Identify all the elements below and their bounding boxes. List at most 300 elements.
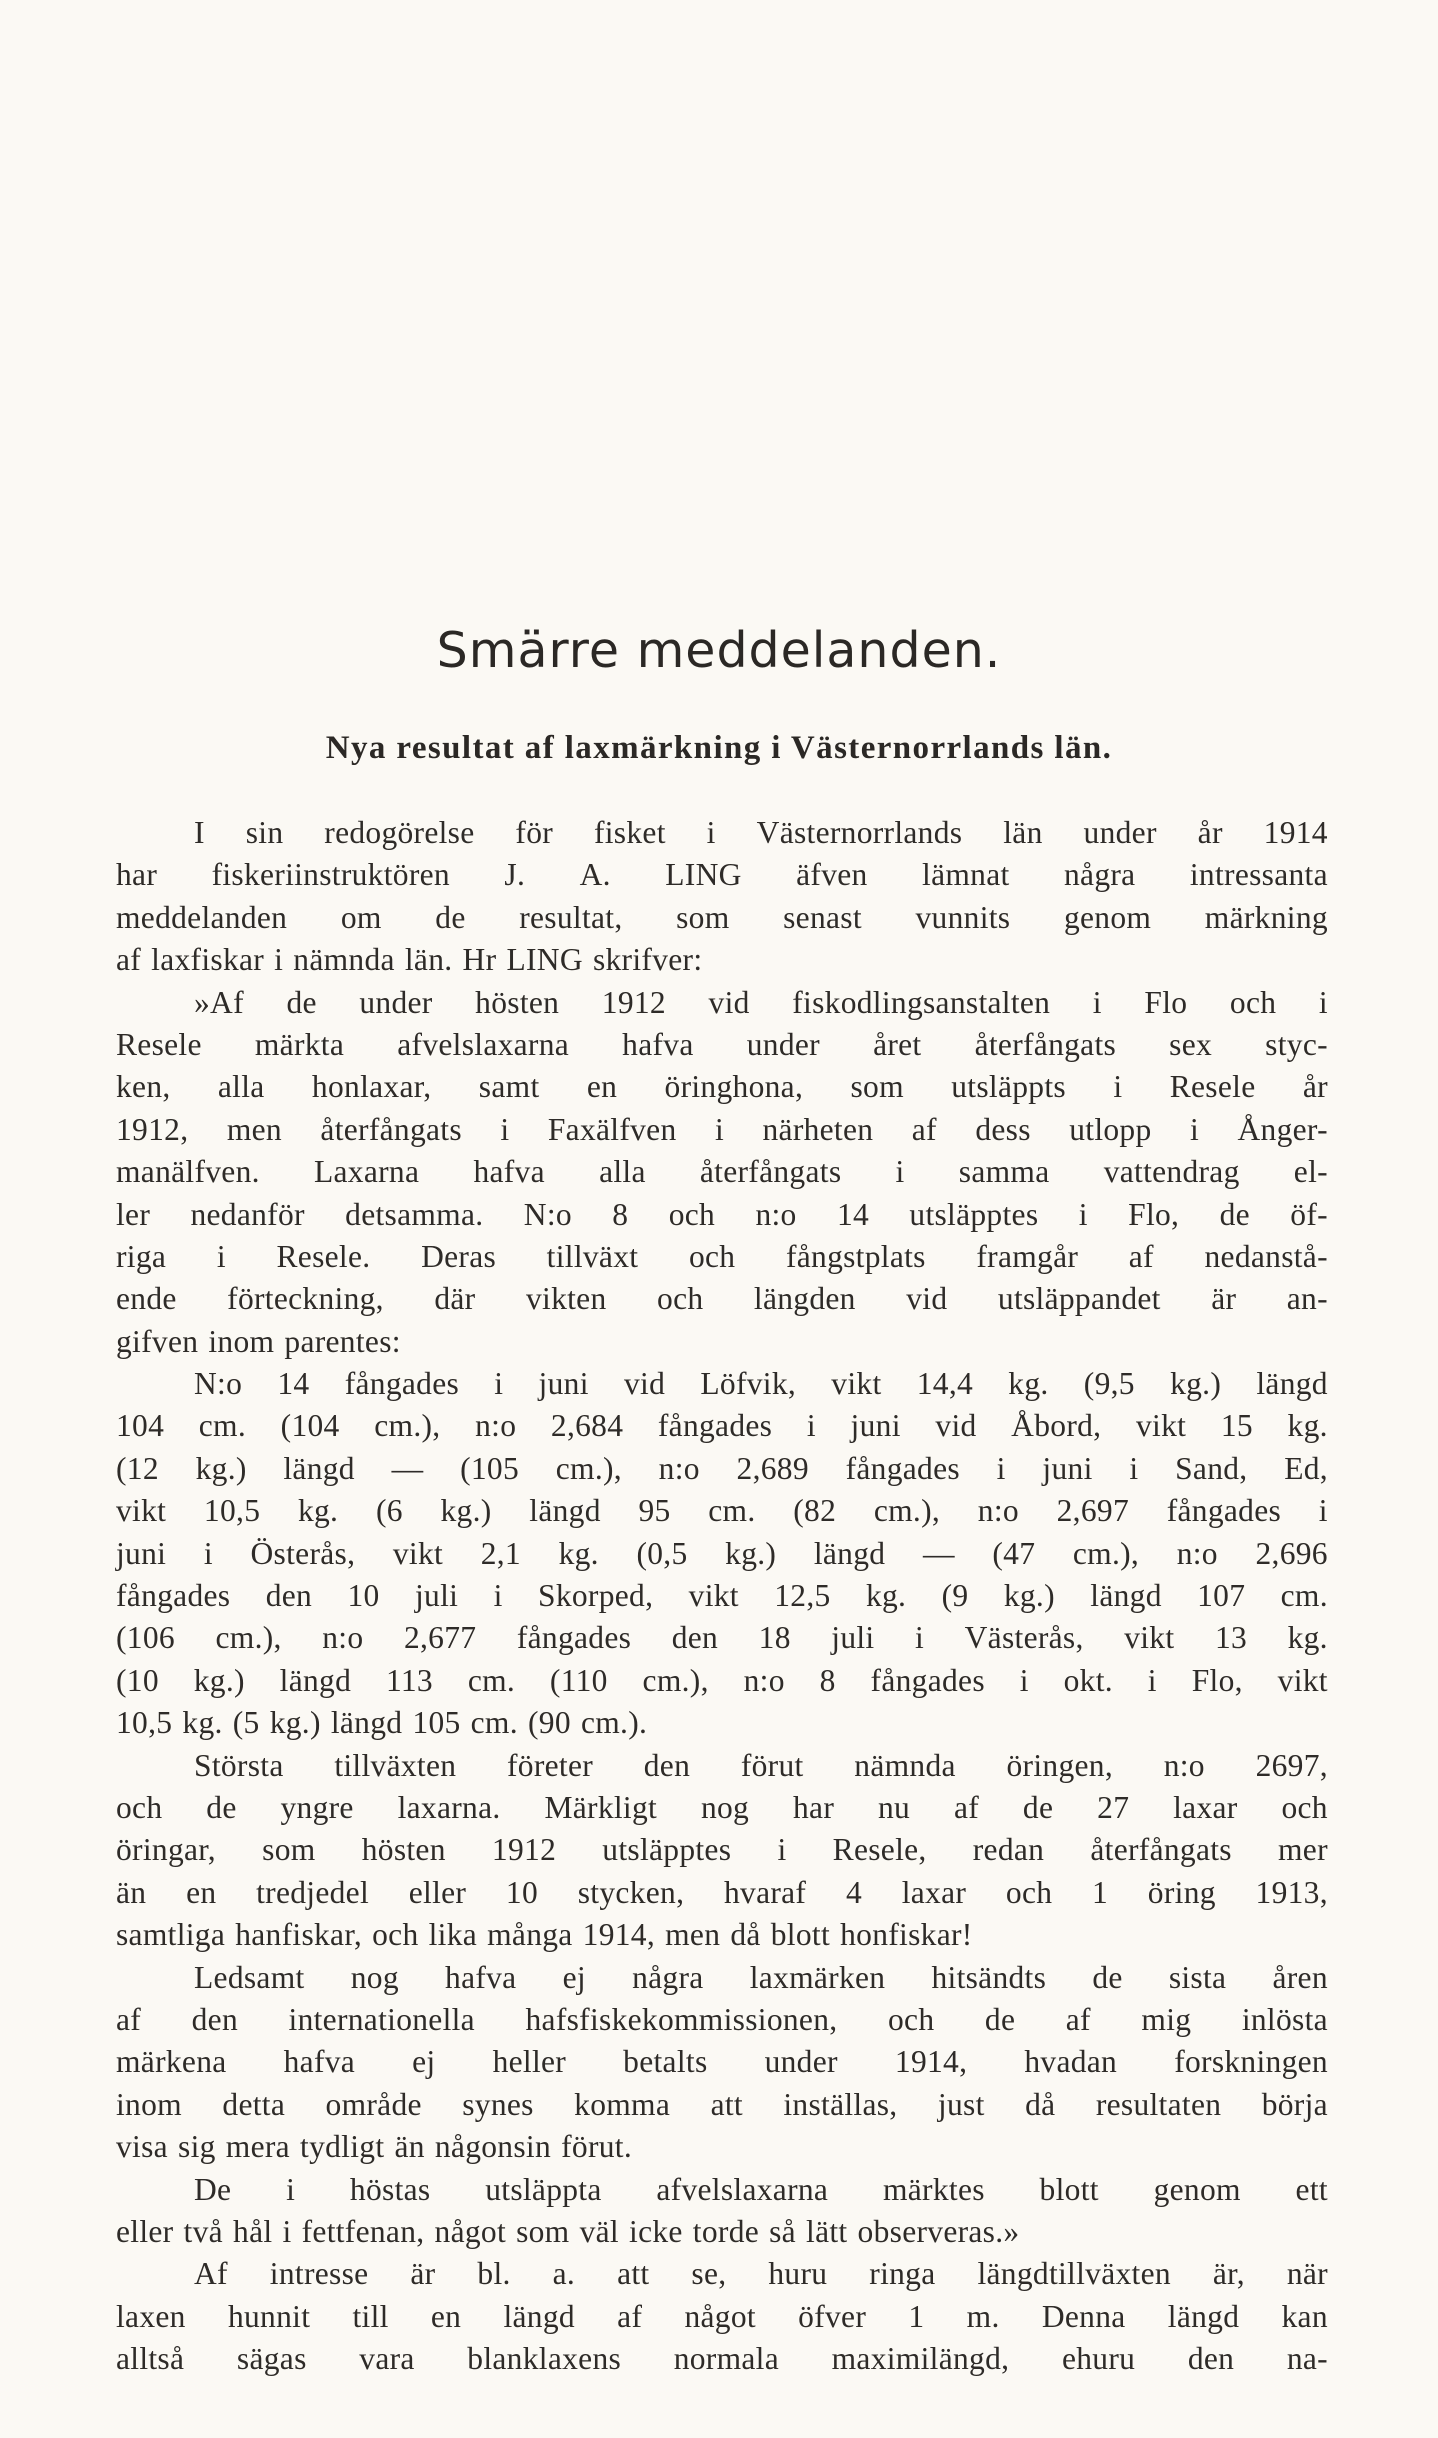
word: längd xyxy=(279,1662,352,1698)
word: längden xyxy=(753,1281,856,1317)
text-line xyxy=(116,1194,1328,1236)
word: kg.) xyxy=(725,1535,777,1571)
word: nedanför xyxy=(190,1196,305,1232)
word: just xyxy=(937,2086,985,2122)
word: är xyxy=(410,2256,436,2292)
word: (0,5 xyxy=(636,1535,688,1571)
text-line xyxy=(116,1787,1328,1829)
word: kg. xyxy=(865,1578,907,1614)
word: om xyxy=(340,899,382,935)
word: vikt xyxy=(1277,1662,1328,1698)
word: återfångats xyxy=(974,1026,1117,1062)
word: juli xyxy=(414,1578,459,1614)
word: som xyxy=(850,1069,904,1105)
article-title: Nya resultat af laxmärkning i Västernorrlands län. xyxy=(325,730,1113,766)
word: hvadan xyxy=(1024,2044,1118,2080)
word: när xyxy=(1286,2256,1328,2292)
word: vid xyxy=(623,1366,666,1402)
word: många xyxy=(487,1917,573,1953)
word: redogörelse xyxy=(324,815,475,850)
word: område xyxy=(325,2086,422,2122)
word: ler xyxy=(116,1196,151,1232)
word: mer xyxy=(1278,1832,1328,1868)
word: i xyxy=(777,1832,787,1868)
word: an- xyxy=(1286,1281,1328,1317)
word: (105 xyxy=(460,1450,520,1486)
word: ej xyxy=(412,2044,436,2080)
text-line xyxy=(116,1745,1328,1787)
word: året xyxy=(873,1026,922,1062)
word: Resele, xyxy=(832,1832,927,1868)
text-line xyxy=(116,2169,1328,2211)
word: i xyxy=(996,1450,1006,1486)
text-line xyxy=(116,2041,1328,2083)
word: kg.) xyxy=(440,1493,492,1529)
word: riga xyxy=(116,1238,167,1274)
word: framgår xyxy=(976,1238,1079,1274)
word: vikt xyxy=(1124,1620,1175,1656)
word: vattendrag xyxy=(1103,1154,1240,1190)
word: som xyxy=(676,899,730,935)
word: 107 xyxy=(1197,1578,1246,1614)
word: längd xyxy=(813,1535,886,1571)
word: tredjedel xyxy=(256,1874,370,1910)
word: De xyxy=(194,2171,232,2207)
word: resultaten xyxy=(1095,2086,1222,2122)
word: manälfven. xyxy=(116,1154,260,1190)
word: 1914, xyxy=(582,1917,656,1953)
word: återfångats xyxy=(320,1111,462,1147)
word: 14 xyxy=(836,1196,870,1232)
word: öf- xyxy=(1290,1196,1328,1232)
word: 12,5 xyxy=(774,1578,831,1614)
word: A. xyxy=(579,857,611,893)
text-line xyxy=(116,2338,1328,2380)
word: då xyxy=(1025,2086,1056,2122)
word: laxen xyxy=(116,2298,186,2334)
word: intresse xyxy=(269,2256,369,2292)
word: cm.). xyxy=(580,1705,648,1741)
word: 1 xyxy=(1092,1874,1109,1910)
word: utsläpptes xyxy=(602,1832,732,1868)
word: vikt xyxy=(688,1578,739,1614)
word: utlopp xyxy=(1069,1111,1152,1147)
word: cm. xyxy=(467,1662,516,1698)
word: längd xyxy=(503,2298,575,2334)
word: till xyxy=(352,2298,389,2334)
word: utsläppandet xyxy=(997,1281,1161,1317)
word: sex xyxy=(1169,1026,1213,1062)
word: längdtillväxten xyxy=(977,2256,1171,2292)
word: Märkligt xyxy=(544,1789,658,1825)
word: längd xyxy=(283,1450,355,1486)
word: af xyxy=(953,1789,980,1825)
word: i xyxy=(216,1238,226,1274)
word: märkta xyxy=(254,1026,345,1062)
word: fiskeriinstruktören xyxy=(211,857,450,893)
word: 2697, xyxy=(1255,1747,1328,1783)
word: vikten xyxy=(525,1281,607,1317)
word: i xyxy=(1092,984,1102,1020)
word: senast xyxy=(783,899,862,935)
word: cm. xyxy=(708,1493,756,1529)
word: 105 xyxy=(412,1705,461,1741)
word: under xyxy=(359,984,433,1020)
word: »Af xyxy=(194,984,244,1020)
word: yngre xyxy=(280,1789,354,1825)
word: åren xyxy=(1272,1959,1328,1995)
word: laxar xyxy=(901,1874,967,1910)
word: i xyxy=(706,815,716,850)
text-line xyxy=(116,2253,1328,2295)
word: i xyxy=(286,2171,296,2207)
word: maximilängd, xyxy=(831,2341,1010,2377)
word: väl xyxy=(579,2213,619,2249)
word: forskningen xyxy=(1174,2044,1328,2080)
word: n:o xyxy=(322,1620,364,1656)
word: afvelslaxarna xyxy=(397,1026,570,1062)
word: gifven xyxy=(116,1323,199,1359)
word: af xyxy=(1065,2001,1091,2037)
word: närheten xyxy=(762,1111,874,1147)
word: tillväxt xyxy=(546,1238,639,1274)
word: i xyxy=(714,1111,725,1147)
word: tillväxten xyxy=(334,1747,457,1783)
word: Deras xyxy=(421,1238,497,1274)
word: ett xyxy=(1295,2171,1328,2207)
word: ehuru xyxy=(1061,2341,1136,2377)
word: förut. xyxy=(561,2129,633,2165)
word: cm. xyxy=(1280,1578,1328,1614)
text-line xyxy=(116,2084,1328,2126)
word: börja xyxy=(1261,2086,1328,2122)
word: Resele xyxy=(116,1026,202,1062)
word: 10,5 xyxy=(116,1705,173,1741)
word: vid xyxy=(708,984,750,1020)
word: sägas xyxy=(236,2341,307,2377)
word: honlaxar, xyxy=(311,1069,432,1105)
word: ej xyxy=(562,1959,586,1995)
word: inställas, xyxy=(783,2086,898,2122)
word: kg. xyxy=(558,1535,599,1571)
word: genom xyxy=(1153,2171,1241,2207)
word: samma xyxy=(958,1154,1050,1190)
word: nog xyxy=(700,1789,750,1825)
text-line xyxy=(116,1872,1328,1914)
word: Ånger- xyxy=(1237,1111,1328,1147)
word: cm.), xyxy=(555,1450,622,1486)
word: Skorped, xyxy=(538,1578,654,1614)
word: och xyxy=(688,1238,736,1274)
word: längd xyxy=(529,1493,601,1529)
text-line xyxy=(116,982,1328,1024)
word: se, xyxy=(691,2256,727,2292)
word: 8 xyxy=(819,1662,836,1698)
word: och xyxy=(657,1281,704,1317)
text-line xyxy=(116,1278,1328,1320)
word: af xyxy=(1128,1238,1154,1274)
word: af xyxy=(116,942,142,978)
word: som xyxy=(516,2213,570,2249)
article-body xyxy=(116,812,1328,2380)
word: el- xyxy=(1293,1154,1328,1190)
word: i xyxy=(806,1408,816,1444)
word: Faxälfven xyxy=(547,1111,677,1147)
word: 1912 xyxy=(491,1832,557,1868)
word: (104 xyxy=(280,1408,340,1444)
word: än xyxy=(116,1874,147,1910)
word: 10,5 xyxy=(203,1493,261,1529)
word: samtliga xyxy=(116,1917,226,1953)
word: Denna xyxy=(1041,2298,1126,2334)
word: de xyxy=(1022,1789,1054,1825)
word: i xyxy=(915,1620,925,1656)
word: n:o xyxy=(1163,1747,1205,1783)
word: styc- xyxy=(1265,1026,1328,1062)
word: 1914 xyxy=(1263,815,1328,850)
word: — xyxy=(922,1535,955,1571)
word: i xyxy=(895,1154,905,1190)
word: Flo xyxy=(1144,984,1188,1020)
word: juni xyxy=(850,1408,901,1444)
text-line xyxy=(116,1236,1328,1278)
word: äfven xyxy=(796,857,868,893)
text-line xyxy=(116,897,1328,939)
word: laxfiskar xyxy=(151,942,265,978)
word: Flo, xyxy=(1191,1662,1243,1698)
word: eller xyxy=(408,1874,467,1910)
word: na- xyxy=(1286,2341,1328,2377)
text-line xyxy=(116,1490,1328,1532)
word: har xyxy=(116,857,158,893)
word: öringhona, xyxy=(664,1069,804,1105)
word: torde xyxy=(692,2213,760,2249)
word: i xyxy=(203,1535,213,1571)
word: kg. xyxy=(1008,1366,1049,1402)
word: (6 xyxy=(375,1493,403,1529)
word: detta xyxy=(222,2086,286,2122)
word: fettfenan, xyxy=(301,2213,425,2249)
text-line xyxy=(116,1151,1328,1193)
word: inlösta xyxy=(1241,2001,1328,2037)
word: n:o xyxy=(475,1408,517,1444)
word: i xyxy=(1078,1196,1088,1232)
word: Resele. xyxy=(276,1238,371,1274)
word: län xyxy=(1003,815,1043,850)
word: (82 xyxy=(793,1493,837,1529)
text-line xyxy=(116,1957,1328,1999)
word: fångades xyxy=(1166,1493,1282,1529)
word: 104 xyxy=(116,1408,165,1444)
word: två xyxy=(183,2213,223,2249)
word: icke xyxy=(629,2213,683,2249)
word: a. xyxy=(552,2256,576,2292)
word: J. xyxy=(504,857,526,893)
word: 15 xyxy=(1220,1408,1253,1444)
word: vikt xyxy=(831,1366,882,1402)
word: nog xyxy=(350,1959,399,1995)
word: öringar, xyxy=(116,1832,216,1868)
word: honfiskar! xyxy=(840,1917,973,1953)
word: i xyxy=(1318,1493,1328,1529)
word: där xyxy=(434,1281,476,1317)
word: kg. xyxy=(1287,1620,1328,1656)
word: N:o xyxy=(523,1196,572,1232)
word: 1913, xyxy=(1255,1874,1328,1910)
word: LING xyxy=(665,857,742,893)
text-line xyxy=(116,1533,1328,1575)
word: Af xyxy=(194,2256,228,2292)
word: den xyxy=(265,1578,313,1614)
word: sig xyxy=(178,2129,216,2165)
word: att xyxy=(710,2086,743,2122)
word: 2,684 xyxy=(550,1408,624,1444)
word: hösten xyxy=(361,1832,446,1868)
word: kan xyxy=(1281,2298,1328,2334)
word: vikt xyxy=(392,1535,444,1571)
word: internationella xyxy=(288,2001,475,2037)
word: vikt xyxy=(1135,1408,1187,1444)
word: resultat, xyxy=(519,899,623,935)
word: ende xyxy=(116,1281,177,1317)
word: företer xyxy=(507,1747,594,1783)
text-line xyxy=(116,1702,1328,1744)
text-line xyxy=(116,1109,1328,1151)
word: någonsin xyxy=(434,2129,552,2165)
text-line xyxy=(116,1914,1328,1956)
word: hanfiskar, xyxy=(235,1917,363,1953)
word: 13 xyxy=(1214,1620,1248,1656)
word: juni xyxy=(1042,1450,1093,1486)
word: juni xyxy=(538,1366,589,1402)
word: (9 xyxy=(941,1578,969,1614)
word: okt. xyxy=(1063,1662,1113,1698)
word: fisket xyxy=(593,815,666,850)
word: n:o xyxy=(743,1662,785,1698)
word: fiskodlingsanstalten xyxy=(792,984,1051,1020)
word: då xyxy=(730,1917,761,1953)
word: bl. xyxy=(477,2256,511,2292)
word: n:o xyxy=(1176,1535,1218,1571)
word: märkena xyxy=(116,2044,227,2080)
word: 4 xyxy=(845,1874,862,1910)
word: den xyxy=(643,1747,691,1783)
word: vunnits xyxy=(915,899,1011,935)
word: och xyxy=(1229,984,1277,1020)
word: år xyxy=(1197,815,1223,850)
word: 27 xyxy=(1097,1789,1130,1825)
word: i xyxy=(493,1578,503,1614)
word: år xyxy=(1302,1069,1328,1105)
word: hål xyxy=(233,2213,273,2249)
word: Österås, xyxy=(250,1535,356,1571)
word: meddelanden xyxy=(116,899,288,935)
word: nu xyxy=(877,1789,911,1825)
word: något xyxy=(684,2298,756,2334)
word: är xyxy=(1211,1281,1237,1317)
word: kg. xyxy=(1287,1408,1328,1444)
word: 2,677 xyxy=(403,1620,477,1656)
word: inom xyxy=(116,2086,182,2122)
word: genom xyxy=(1063,899,1152,935)
text-line xyxy=(116,1829,1328,1871)
word: betalts xyxy=(623,2044,708,2080)
word: de xyxy=(286,984,317,1020)
text-line xyxy=(116,939,1328,981)
word: nämnda xyxy=(293,942,395,978)
word: nedanstå- xyxy=(1204,1238,1328,1274)
word: lika xyxy=(428,1917,478,1953)
word: i xyxy=(494,1366,504,1402)
word: stycken, xyxy=(577,1874,685,1910)
word: den xyxy=(191,2001,238,2037)
word: 10 xyxy=(347,1578,380,1614)
word: i xyxy=(1019,1662,1029,1698)
word: 10 xyxy=(505,1874,539,1910)
word: afvelslaxarna xyxy=(656,2171,829,2207)
word: blott xyxy=(1039,2171,1099,2207)
text-line xyxy=(116,1405,1328,1447)
word: m. xyxy=(966,2298,1000,2334)
word: de xyxy=(984,2001,1016,2037)
word: 1 xyxy=(908,2298,925,2334)
word: af xyxy=(911,1111,937,1147)
word: tydligt xyxy=(300,2129,385,2165)
word: alla xyxy=(599,1154,646,1190)
word: — xyxy=(391,1450,424,1486)
word: sin xyxy=(245,815,284,850)
word: kg. xyxy=(297,1493,339,1529)
word: hunnit xyxy=(227,2298,311,2334)
word: (9,5 xyxy=(1083,1366,1135,1402)
word: Ledsamt xyxy=(194,1959,305,1995)
word: kg.) xyxy=(195,1450,247,1486)
word: höstas xyxy=(349,2171,431,2207)
word: öfver xyxy=(798,2298,867,2334)
word: ringa xyxy=(869,2256,936,2292)
word: i xyxy=(1147,1662,1157,1698)
word: öringen, xyxy=(1006,1747,1113,1783)
word: en xyxy=(430,2298,462,2334)
word: några xyxy=(632,1959,704,1995)
word: och xyxy=(116,1789,163,1825)
word: n:o xyxy=(755,1196,797,1232)
text-line xyxy=(116,1575,1328,1617)
word: skrifver: xyxy=(592,942,703,978)
word: fångades xyxy=(116,1578,231,1614)
word: 8 xyxy=(612,1196,629,1232)
word: 1912, xyxy=(116,1111,189,1147)
word: (10 xyxy=(116,1662,159,1698)
word: parentes: xyxy=(284,1323,401,1359)
word: vikt xyxy=(116,1493,167,1529)
word: juli xyxy=(831,1620,875,1656)
word: längd xyxy=(1167,2298,1240,2334)
text-line xyxy=(116,2126,1328,2168)
word: hafva xyxy=(283,2044,356,2080)
word: detsamma. xyxy=(345,1196,484,1232)
word: 2,696 xyxy=(1255,1535,1328,1571)
word: i xyxy=(1318,984,1328,1020)
word: komma xyxy=(574,2086,671,2122)
word: samt xyxy=(478,1069,540,1105)
text-line xyxy=(116,1024,1328,1066)
word: utsläppta xyxy=(485,2171,602,2207)
word: och xyxy=(1005,1874,1053,1910)
word: (47 xyxy=(992,1535,1036,1571)
word: under xyxy=(746,1026,820,1062)
word: Ed, xyxy=(1284,1450,1328,1486)
